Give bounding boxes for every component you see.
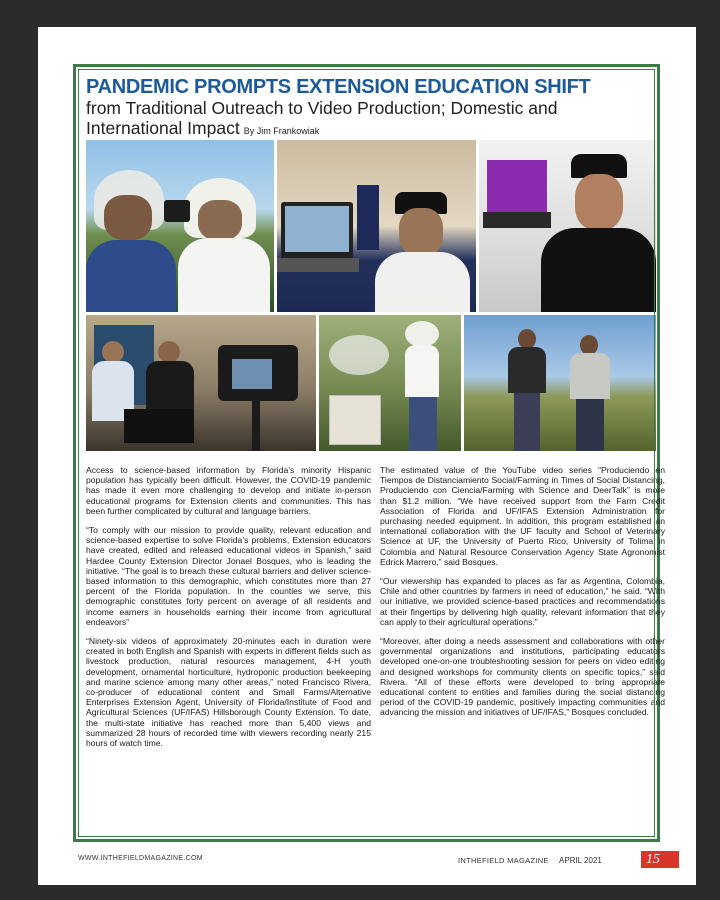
photo-laptop-video-call [277,140,476,312]
paragraph: “Our viewership has expanded to places as far as Argentina, Colombia, Chile and other countries by farmers in need of education,” he said. “With our initiative, we provided science-based practices and recommendations at their fingertips by delivering high quality, relevant information that they can apply to their agricultural operations.” [380,576,665,627]
text-column-right [380,465,665,727]
subheadline [86,98,646,141]
paragraph: Access to science-based information by Florida’s minority Hispanic population has typically been difficult. However, the COVID-19 pandemic has made it even more challenging to develop and initiate in-person educational programs for Extension clients and communities. This has been further complicated by cultural and language barriers. [86,465,371,516]
photo-presenter [479,140,656,312]
photo-field-visit [464,315,656,451]
paragraph: The estimated value of the YouTube video series “Produciendo en Tiempos de Distanciamiento Social/Farming in Times of Social Distancing, Produciendo con Ciencia/Farming with Science and DeerTalk” is more than $1.2 million. “We have received support from the Farm Credit Association of Florida and UF/IFAS Extension Administration for purchasing needed equipment. In addition, this program established an international collaboration with the UF faculty and School of Veterinary Science at UF, the University of Puerto Rico, University of Tolima in Colombia and Natural Resource Conservation Agency State Agronomist Edrick Marrero,” said Bosques. [380,465,665,567]
footer-magazine-name: INTHEFIELD MAGAZINE [458,856,549,865]
photo-beekeeper-hives [319,315,461,451]
photo-studio-camera [86,315,316,451]
paragraph: “Moreover, after doing a needs assessment and collaborations with other governmental organizations and institutions, participating educators developed one-on-one troubleshooting session for peers on video editing and designed workshops for community clients on specific topics,” said Rivera. “All of these efforts were developed to bring appropriate educational content to entities and families during the social distancing period of the COVID-19 pandemic, positively impacting communities and advancing the mission and initiatives of UF/IFAS,” Bosques concluded. [380,636,665,718]
text-column-left [86,465,371,757]
magazine-page [38,27,696,885]
paragraph: “To comply with our mission to provide quality, relevant education and science-based expertise to solve Florida’s problems, Extension educators have created, edited and released educational videos in Spanish,” said Hardee County Extension Director Jonael Bosques, who is leading the initiative. “The goal is to breach these cultural barriers and deliver science-based information to this demographic, which constitutes more than 27 percent of the Florida population. In the counties we serve, this demographic constitutes forty percent on average of all residents and income earners in households earning their income from agricultural endeavors” [86,525,371,627]
footer-issue-date: APRIL 2021 [559,856,602,865]
subheadline-text: from Traditional Outreach to Video Production; Domestic and International Impact [86,98,558,138]
footer-website: WWW.INTHEFIELDMAGAZINE.COM [78,855,203,862]
byline: By Jim Frankowiak [243,126,320,136]
article-frame [73,64,665,842]
page-number-badge: 15 [641,851,679,868]
headline: PANDEMIC PROMPTS EXTENSION EDUCATION SHIFT [86,76,591,98]
photo-beekeepers-selfie [86,140,274,312]
paragraph: “Ninety-six videos of approximately 20-minutes each in duration were created in both English and Spanish with experts in different fields such as livestock production, natural resources management, 4-H youth development, ornamental horticulture, hydroponic production beekeeping and marine science among many other areas,” noted Francisco Rivera, co-producer of educational content and Small Farms/Alternative Enterprises Extension Agent, University of Florida/Institute of Food and Agricultural Sciences (UF/IFAS) Hillsborough County Extension. To date, the multi-state initiative has reached more than 5,400 views and summarized 28 hours of recorded time with viewers recording nearly 215 hours of watch time. [86,636,371,749]
